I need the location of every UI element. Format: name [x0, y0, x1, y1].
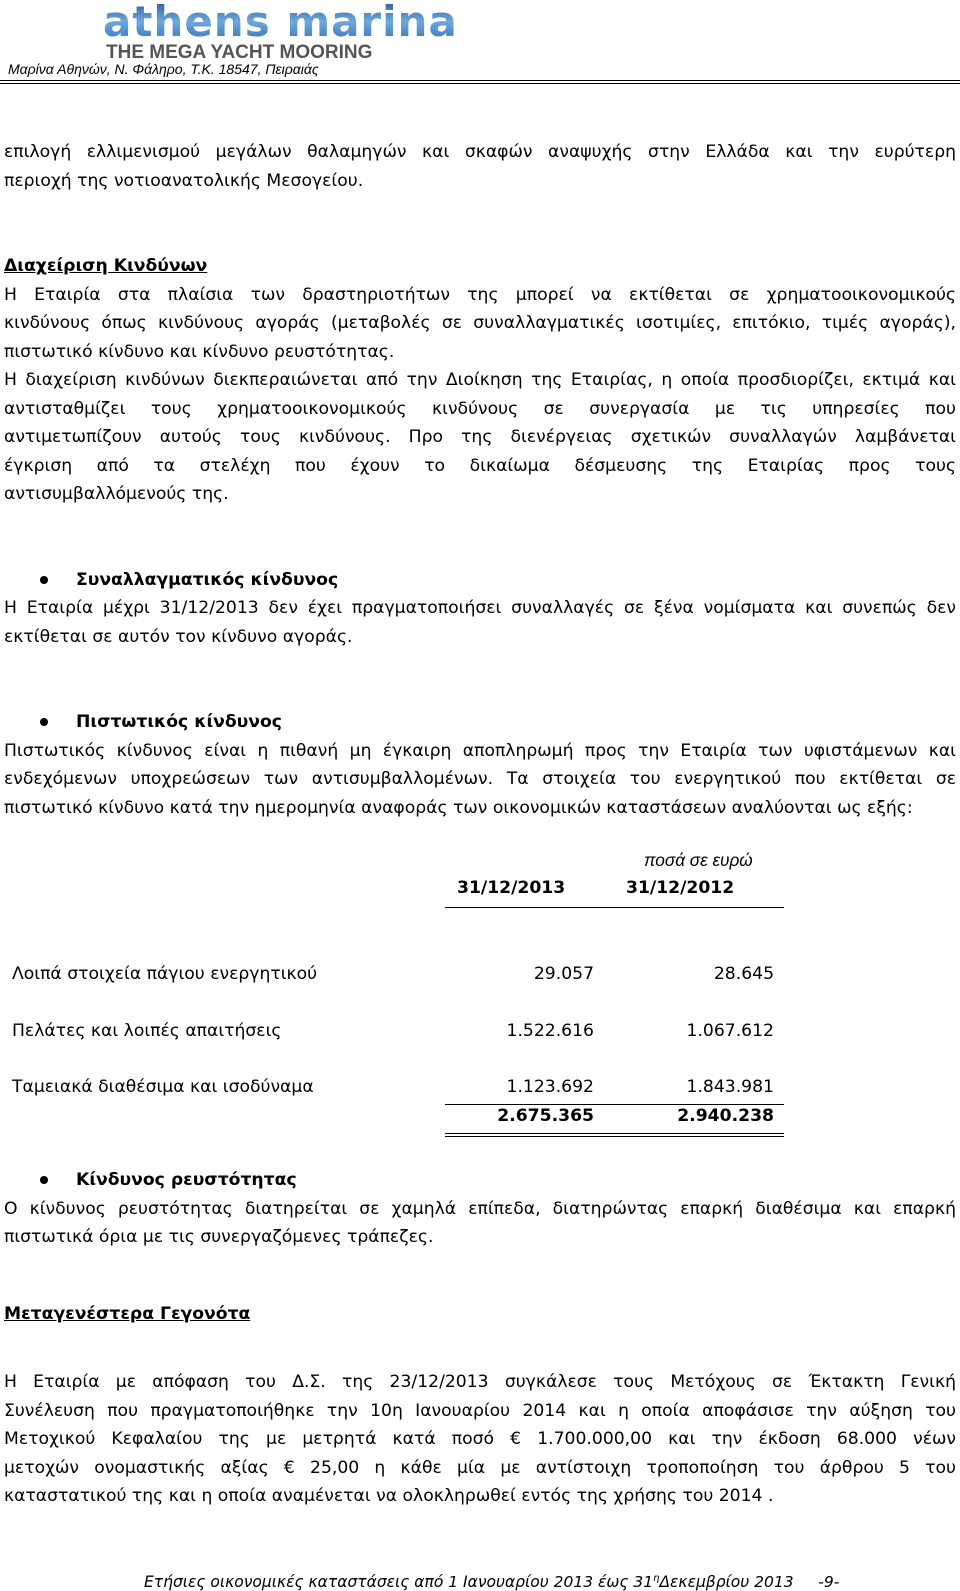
row-label: Πελάτες και λοιπές απαιτήσεις — [12, 1021, 282, 1041]
fx-risk-title: Συναλλαγματικός κίνδυνος — [76, 569, 339, 590]
row-label: Λοιπά στοιχεία πάγιου ενεργητικού — [12, 964, 318, 984]
athens-marina-logo — [103, 0, 458, 66]
footer-text-b: Δεκεμβρίου 2013 — [659, 1573, 794, 1591]
table-row — [12, 964, 784, 992]
liquidity-risk-title: Κίνδυνος ρευστότητας — [76, 1170, 297, 1190]
bullet-icon — [40, 718, 48, 726]
credit-risk-heading — [4, 708, 956, 737]
row-value-2012: 1.843.981 — [686, 1077, 774, 1097]
events-line4: μετοχών ονομαστικής αξίας € 25,00 η κάθε μία με αντίστοιχη τροποποίηση του άρθρου 5 του — [4, 1457, 956, 1478]
credit-risk-title: Πιστωτικός κίνδυνος — [76, 712, 282, 732]
row-value-2013: 1.123.692 — [506, 1077, 594, 1097]
table-row — [12, 1077, 784, 1105]
risk-p2-line5: αντισυμβαλλόμενούς της. — [4, 484, 229, 504]
header-divider — [0, 80, 960, 81]
bullet-icon — [40, 576, 48, 584]
page-header — [0, 0, 960, 84]
total-double-line-2 — [445, 1136, 784, 1137]
logo-wordmark: athens marina — [103, 0, 458, 46]
column-header-2013: 31/12/2013 — [457, 878, 566, 898]
risk-management-title: Διαχείριση Κινδύνων — [4, 256, 208, 276]
events-line3: Μετοχικού Κεφαλαίου της με μετρητά κατά ποσό € 1.700.000,00 και την έκδοση 68.000 νέων — [4, 1429, 956, 1449]
total-2012: 2.940.238 — [677, 1106, 774, 1126]
intro-line-2: περιοχή της νοτιοανατολικής Μεσογείου. — [4, 170, 364, 191]
company-address: Μαρίνα Αθηνών, Ν. Φάληρο, Τ.Κ. 18547, Πειραιάς — [8, 61, 319, 77]
header-divider-2 — [0, 83, 960, 84]
total-double-line-1 — [445, 1133, 784, 1134]
row-value-2012: 1.067.612 — [686, 1021, 774, 1041]
risk-p1-line2: κινδύνους όπως κινδύνους αγοράς (μεταβολές σε συναλλαγματικές ισοτιμίες, επιτόκιο, τιμές αγοράς), — [4, 313, 956, 333]
logo-tagline: THE MEGA YACHT MOORING — [106, 42, 373, 63]
footer-sup: η — [653, 1573, 660, 1584]
credit-risk-line2: ενδεχόμενων υποχρεώσεων των αντισυμβαλλομένων. Τα στοιχεία του ενεργητικού που εκτίθεται σε — [4, 769, 956, 789]
row-value-2012: 28.645 — [713, 964, 774, 984]
events-line1: Η Εταιρία με απόφαση του Δ.Σ. της 23/12/2013 συγκάλεσε τους Μετόχους σε Έκτακτη Γενική — [4, 1372, 956, 1392]
risk-p2-line1: Η διαχείριση κινδύνων διεκπεραιώνεται από την Διοίκηση της Εταιρίας, η οποία προσδιορίζει, εκτιμά και — [4, 370, 956, 390]
risk-p1-line1: Η Εταιρία στα πλαίσια των δραστηριοτήτων της μπορεί να εκτίθεται σε χρηματοοικονομικούς — [4, 284, 956, 305]
total-2013: 2.675.365 — [497, 1106, 594, 1126]
risk-p2-line4: έγκριση από τα στελέχη που έχουν το δικαίωμα δέσμευσης της Εταιρίας προς τους — [4, 455, 956, 476]
header-underline — [445, 907, 784, 908]
risk-p2-line3: αντιμετωπίζουν αυτούς τους κινδύνους. Προ της διενέργειας σχετικών συναλλαγών λαμβάνεται — [4, 427, 956, 447]
row-label: Ταμειακά διαθέσιμα και ισοδύναμα — [12, 1077, 314, 1097]
column-header-2012: 31/12/2012 — [626, 878, 735, 898]
row-value-2013: 29.057 — [533, 964, 594, 984]
risk-p1-line3: πιστωτικό κίνδυνο και κίνδυνο ρευστότητας. — [4, 341, 395, 362]
page-number: -9- — [818, 1573, 840, 1591]
table-total-row — [12, 1106, 784, 1134]
fx-risk-line2: εκτίθεται σε αυτόν τον κίνδυνο αγοράς. — [4, 626, 353, 647]
fx-risk-heading — [4, 566, 956, 595]
intro-line-1: επιλογή ελλιμενισμού μεγάλων θαλαμηγών και σκαφών αναψυχής στην Ελλάδα και την ευρύτερη — [4, 142, 956, 162]
risk-p2-line2: αντισταθμίζει τους χρηματοοικονομικούς κινδύνους σε συνεργασία με τις υπηρεσίες που — [4, 398, 956, 419]
credit-risk-line1: Πιστωτικός κίνδυνος είναι η πιθανή μη έγκαιρη αποπληρωμή προς την Εταιρία των υφιστάμενων και — [4, 740, 956, 761]
fx-risk-line1: Η Εταιρία μέχρι 31/12/2013 δεν έχει πραγματοποιήσει συναλλαγές σε ξένα νομίσματα και συνεπώς δεν — [4, 598, 956, 618]
liquidity-risk-line1: Ο κίνδυνος ρευστότητας διατηρείται σε χαμηλά επίπεδα, διατηρώντας επαρκή διαθέσιμα και επαρκή — [4, 1198, 956, 1219]
total-line-top — [445, 1104, 784, 1105]
table-row — [12, 1021, 784, 1049]
bullet-icon — [40, 1176, 48, 1184]
credit-risk-line3: πιστωτικό κίνδυνο κατά την ημερομηνία αναφοράς των οικονομικών καταστάσεων αναλύονται ως εξής: — [4, 797, 913, 818]
liquidity-risk-heading — [4, 1166, 956, 1195]
subsequent-events-title: Μεταγενέστερα Γεγονότα — [4, 1303, 251, 1324]
page-content — [4, 138, 956, 1511]
events-line5: καταστατικού της και η οποία αναμένεται να ολοκληρωθεί εντός της χρήσης του 2014 . — [4, 1486, 774, 1506]
liquidity-risk-line2: πιστωτικά όρια με τις συνεργαζόμενες τράπεζες. — [4, 1227, 434, 1247]
events-line2: Συνέλευση που πραγματοποιήθηκε την 10η Ιανουαρίου 2014 και η οποία αποφάσισε την αύξηση του — [4, 1400, 956, 1421]
footer-text-a: Ετήσιες οικονομικές καταστάσεις από 1 Ιανουαρίου 2013 έως 31 — [144, 1573, 654, 1591]
credit-exposure-table — [4, 850, 956, 1140]
currency-note: ποσά σε ευρώ — [644, 850, 753, 870]
row-value-2013: 1.522.616 — [506, 1021, 594, 1041]
